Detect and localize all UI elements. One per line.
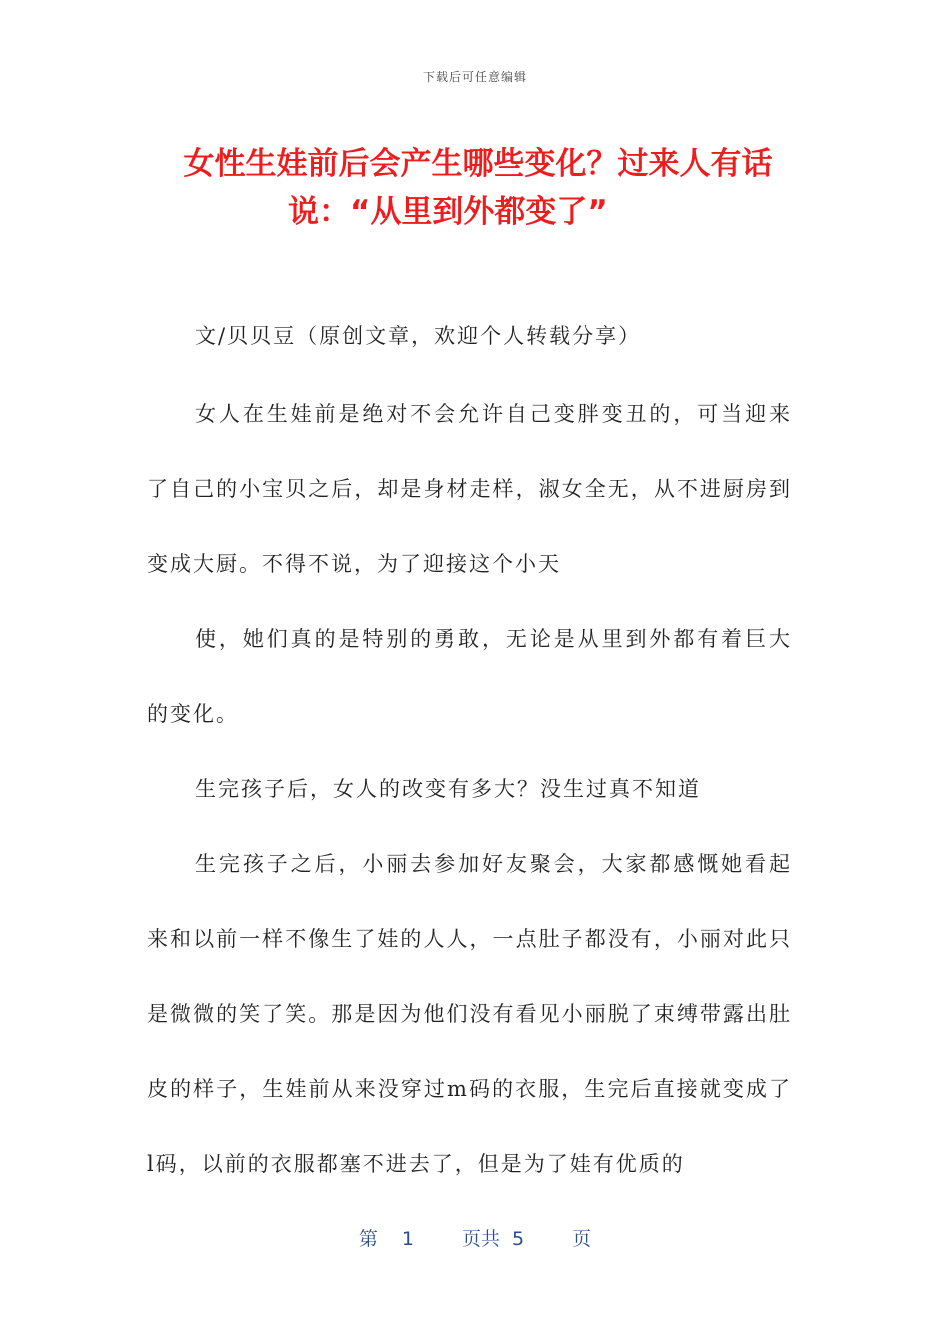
title-line-2: 说：“从里到外都变了” (288, 194, 608, 230)
title-line-1: 女性生娃前后会产生哪些变化？过来人有话 (183, 146, 773, 182)
footer-page-number: 1 (401, 1228, 414, 1250)
footer-total-pages: 5 (512, 1228, 525, 1250)
paragraph-story: 生完孩子之后，小丽去参加好友聚会，大家都感慨她看起来和以前一样不像生了娃的人人，一点肚子都没有，小丽对此只是微微的笑了笑。那是因为他们没有看见小丽脱了束缚带露出肚皮的样子，生娃前从来没穿过m码的衣服，生完后直接就变成了l码，以前的衣服都塞不进去了，但是为了娃有优质的 (147, 852, 792, 1176)
header-note: 下载后可任意编辑 (422, 70, 527, 84)
paragraph-continuation: 使，她们真的是特别的勇敢，无论是从里到外都有着巨大的变化。 (147, 627, 792, 726)
footer-suffix: 页 (572, 1228, 592, 1250)
article-body (147, 318, 792, 1202)
section-heading: 生完孩子后，女人的改变有多大？没生过真不知道 (195, 777, 701, 801)
footer-middle: 页共 (461, 1228, 500, 1250)
document-title (148, 140, 808, 236)
paragraph-intro: 女人在生娃前是绝对不会允许自己变胖变丑的，可当迎来了自己的小宝贝之后，却是身材走样，淑女全无，从不进厨房到变成大厨。不得不说，为了迎接这个小天 (147, 402, 792, 576)
footer-prefix: 第 (358, 1228, 378, 1250)
author-line: 文/贝贝豆（原创文章，欢迎个人转载分享） (195, 324, 642, 348)
page-footer (0, 1224, 950, 1251)
